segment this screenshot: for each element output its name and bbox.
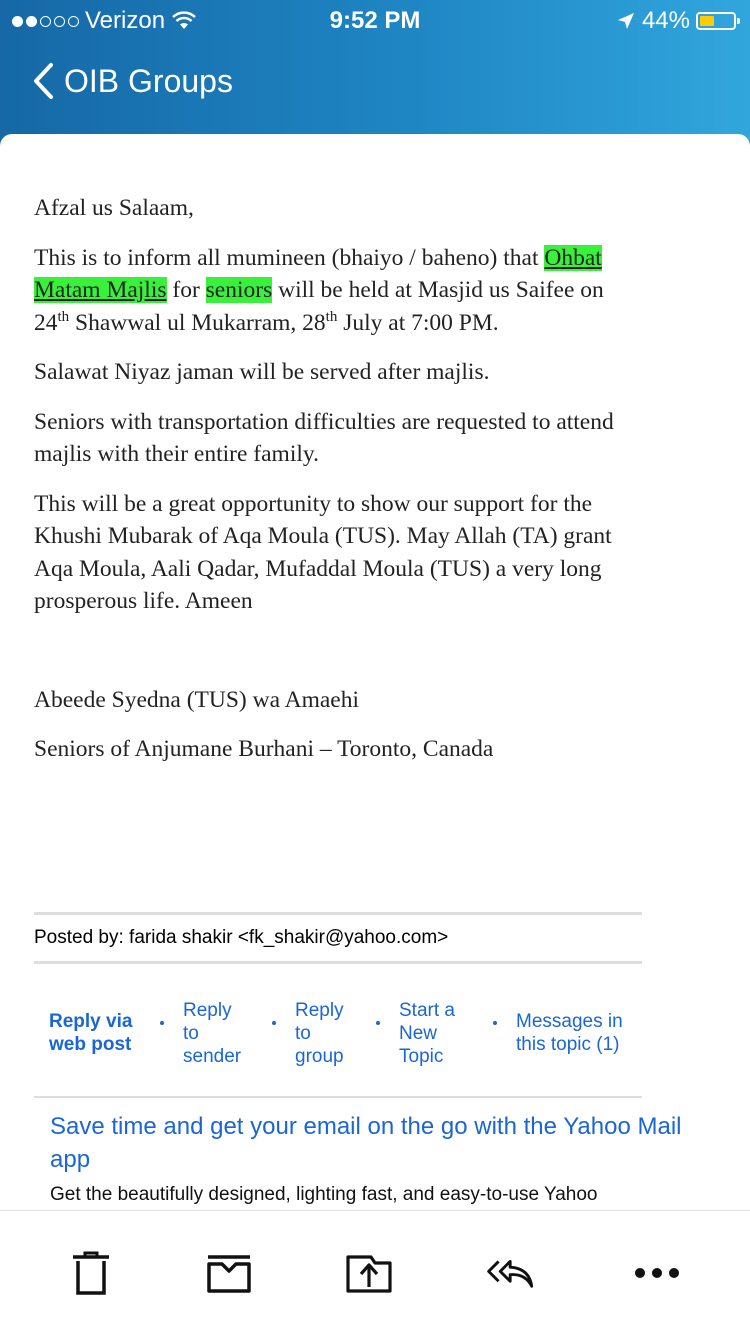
link-text: to [183, 1023, 199, 1044]
paragraph-transport: Seniors with transportation difficulties are requested to attend majlis with their entire family. [34, 408, 614, 467]
paragraph-opportunity: This will be a great opportunity to show our support for the Khushi Mubarak of Aqa Moula (TUS). May Allah (TA) grant Aqa Moula, Aali Qadar, Mufaddal Moula (TUS) a very long prosperous life. Ameen [34, 490, 612, 614]
highlight-majlis[interactable]: Ohbat Matam Majlis [34, 244, 602, 303]
separator-dot [160, 1021, 164, 1025]
paragraph-announcement [34, 242, 644, 340]
more-button[interactable] [633, 1249, 681, 1297]
reply-group-link[interactable] [295, 999, 344, 1068]
link-text: to [295, 1023, 311, 1044]
link-text: Start a [399, 1000, 455, 1021]
separator-dot [272, 1021, 276, 1025]
link-text: Reply [295, 1000, 344, 1021]
divider [34, 912, 642, 915]
ordinal-suffix: th [57, 308, 70, 325]
signature-line-1: Abeede Syedna (TUS) wa Amaehi [34, 686, 359, 713]
separator-dot [493, 1021, 497, 1025]
location-arrow-icon [616, 11, 636, 31]
divider [34, 1096, 642, 1098]
ordinal-suffix: th [325, 308, 338, 325]
link-text: Topic [399, 1046, 444, 1067]
announcement-text: July at 7:00 PM. [337, 309, 499, 336]
link-text: sender [183, 1046, 242, 1067]
announcement-text: will be held at Masjid us Saifee on 24 [34, 277, 604, 336]
battery-icon [696, 12, 736, 30]
announcement-text: Shawwal ul Mukarram, 28 [69, 309, 326, 336]
divider [34, 961, 642, 964]
greeting: Afzal us Salaam, [34, 195, 194, 221]
messages-in-topic-link[interactable] [516, 1010, 623, 1056]
status-time: 9:52 PM [329, 7, 421, 34]
highlight-seniors: seniors [205, 277, 273, 303]
battery-percent: 44% [641, 7, 690, 34]
move-button[interactable] [345, 1249, 393, 1297]
email-body [34, 192, 644, 783]
yahoo-mail-promo-text: Get the beautifully designed, lighting fast, and easy-to-use Yahoo [50, 1184, 598, 1205]
paragraph-niyaz: Salawat Niyaz jaman will be served after majlis. [34, 359, 490, 385]
link-text: Reply via [49, 1011, 133, 1032]
reply-all-icon [487, 1253, 535, 1293]
link-text: Messages in [516, 1011, 623, 1032]
status-right [616, 7, 736, 35]
link-text: this topic (1) [516, 1034, 620, 1055]
header-bar [0, 0, 750, 150]
status-bar [0, 0, 750, 42]
link-text: web post [49, 1034, 132, 1055]
back-button[interactable] [32, 62, 233, 100]
yahoo-mail-promo-link[interactable]: Save time and get your email on the go with the Yahoo Mail app [50, 1113, 682, 1173]
reply-all-button[interactable] [487, 1249, 535, 1297]
carrier-name: Verizon [85, 7, 166, 34]
more-icon [634, 1267, 680, 1279]
link-text: group [295, 1046, 344, 1067]
posted-by: Posted by: farida shakir <fk_shakir@yahoo.com> [34, 927, 449, 948]
new-topic-link[interactable] [399, 999, 455, 1068]
group-actions [34, 995, 644, 1075]
trash-icon [71, 1251, 111, 1295]
announcement-text: for [166, 277, 206, 303]
bottom-toolbar [0, 1210, 750, 1335]
move-icon [345, 1251, 393, 1295]
signature-line-2: Seniors of Anjumane Burhani – Toronto, Canada [34, 736, 494, 762]
reply-web-post-link[interactable] [49, 1010, 132, 1056]
archive-icon [206, 1253, 252, 1293]
archive-button[interactable] [205, 1249, 253, 1297]
link-text: Reply [183, 1000, 232, 1021]
chevron-left-icon [32, 62, 54, 100]
link-text: New [399, 1023, 438, 1044]
reply-sender-link[interactable] [183, 999, 241, 1068]
announcement-text: This is to inform all mumineen (bhaiyo / baheno) that [34, 244, 539, 271]
separator-dot [376, 1021, 380, 1025]
back-label: OIB Groups [64, 62, 233, 99]
delete-button[interactable] [67, 1249, 115, 1297]
